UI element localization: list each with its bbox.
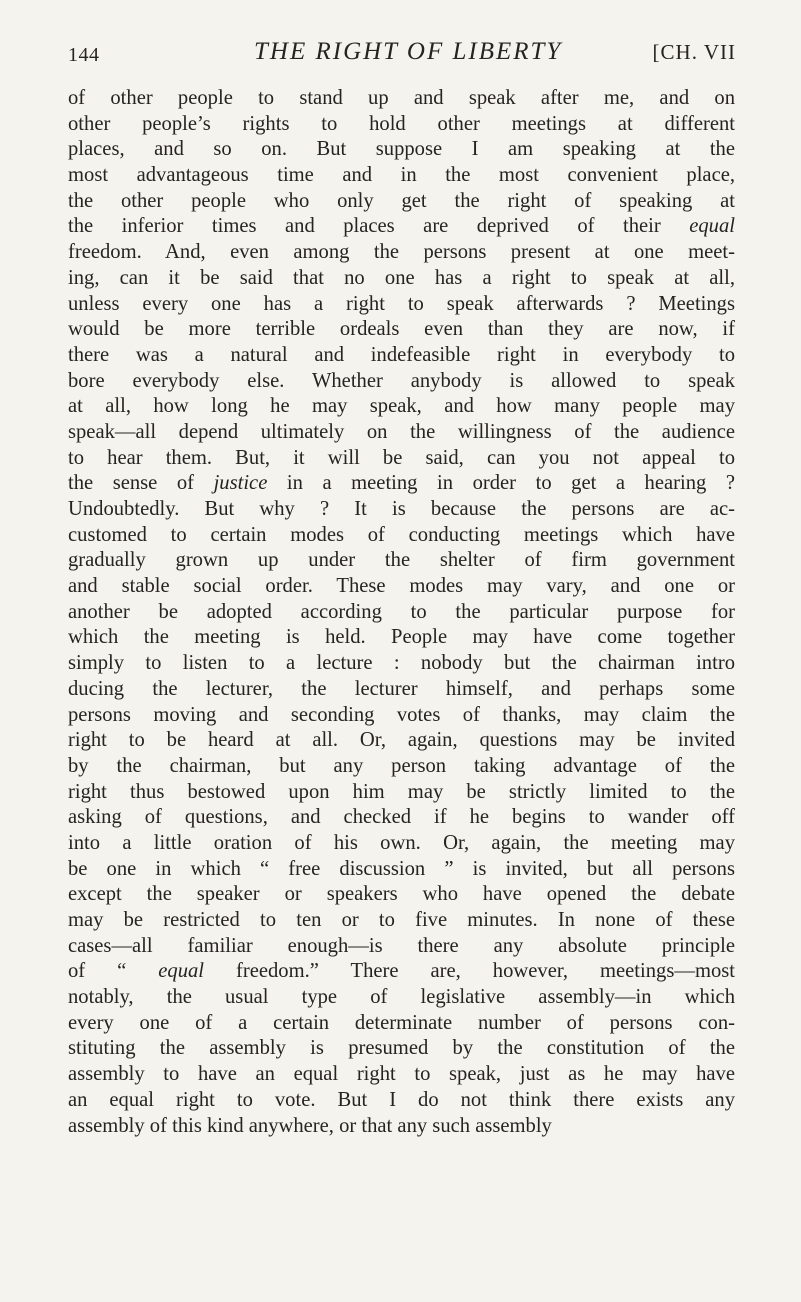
text-line — [68, 574, 735, 600]
text-line — [68, 831, 735, 857]
text-line — [68, 1114, 735, 1140]
text-line — [68, 985, 735, 1011]
italic-emphasis: equal — [689, 215, 735, 238]
text-line — [68, 446, 735, 472]
text-line — [68, 728, 735, 754]
text-segment: right to be heard at all. Or, again, questions may be invited — [68, 729, 735, 752]
text-segment: an equal right to vote. But I do not think there exists any — [68, 1088, 735, 1111]
italic-emphasis: justice — [213, 472, 268, 495]
text-segment: of “ — [68, 960, 159, 983]
text-segment: simply to listen to a lecture : nobody but the chairman intro — [68, 652, 735, 675]
text-segment: speak—all depend ultimately on the willingness of the audience — [68, 420, 735, 443]
text-segment: Undoubtedly. But why ? It is because the persons are ac- — [68, 498, 735, 520]
text-segment: may be restricted to ten or to five minutes. In none of these — [68, 909, 735, 931]
text-line — [68, 420, 735, 446]
text-segment: freedom.” There are, however, meetings—most — [204, 960, 735, 983]
text-line — [68, 369, 735, 395]
text-segment: at all, how long he may speak, and how many people may — [68, 395, 735, 418]
text-segment: by the chairman, but any person taking advantage of the — [68, 754, 735, 777]
text-segment: right thus bestowed upon him may be strictly limited to the — [68, 780, 735, 803]
text-line — [68, 805, 735, 831]
text-line — [68, 1088, 735, 1114]
text-segment: notably, the usual type of legislative assembly—in which — [68, 986, 735, 1009]
text-segment: ing, can it be said that no one has a right to speak at all, — [68, 266, 735, 289]
text-segment: assembly to have an equal right to speak, just as he may have — [68, 1063, 735, 1086]
text-line — [68, 959, 735, 985]
text-line — [68, 857, 735, 883]
text-line — [68, 780, 735, 806]
text-segment: most advantageous time and in the most convenient place, — [68, 164, 735, 187]
text-segment: of other people to stand up and speak after me, and on — [68, 87, 735, 109]
text-line — [68, 882, 735, 908]
text-line — [68, 163, 735, 189]
text-line — [68, 548, 735, 574]
text-segment: the sense of — [68, 472, 214, 495]
text-line — [68, 266, 735, 292]
text-segment: assembly of this kind anywhere, or that any such assembly — [68, 1114, 552, 1137]
text-line — [68, 343, 735, 369]
text-line — [68, 625, 735, 651]
text-segment: persons moving and seconding votes of thanks, may claim the — [68, 703, 735, 726]
text-segment: would be more terrible ordeals even than they are now, if — [68, 318, 735, 341]
text-segment: be one in which “ free discussion ” is invited, but all persons — [68, 857, 735, 880]
text-line — [68, 137, 735, 163]
body-text — [68, 86, 735, 1139]
running-title: THE RIGHT OF LIBERTY — [254, 38, 563, 65]
text-line — [68, 934, 735, 960]
text-line — [68, 754, 735, 780]
text-line — [68, 214, 735, 240]
text-segment: in a meeting in order to get a hearing ? — [267, 472, 735, 495]
text-line — [68, 523, 735, 549]
text-line — [68, 677, 735, 703]
page-header — [68, 38, 736, 72]
text-line — [68, 497, 735, 523]
text-segment: except the speaker or speakers who have opened the debate — [68, 883, 735, 906]
text-segment: ducing the lecturer, the lecturer himself, and perhaps some — [68, 677, 735, 700]
text-line — [68, 1062, 735, 1088]
text-segment: which the meeting is held. People may have come together — [68, 626, 735, 649]
text-line — [68, 908, 735, 934]
page-number: 144 — [68, 44, 100, 66]
text-line — [68, 317, 735, 343]
text-segment: bore everybody else. Whether anybody is allowed to speak — [68, 369, 735, 392]
text-line — [68, 1036, 735, 1062]
text-line — [68, 394, 735, 420]
text-segment: into a little oration of his own. Or, again, the meeting may — [68, 831, 735, 854]
text-segment: to hear them. But, it will be said, can you not appeal to — [68, 446, 735, 469]
text-segment: stituting the assembly is presumed by the constitution of the — [68, 1037, 735, 1060]
text-segment: freedom. And, even among the persons present at one meet- — [68, 241, 735, 264]
text-line — [68, 703, 735, 729]
text-segment: asking of questions, and checked if he begins to wander off — [68, 806, 735, 829]
text-line — [68, 651, 735, 677]
text-line — [68, 292, 735, 318]
text-line — [68, 1011, 735, 1037]
text-segment: every one of a certain determinate number of persons con- — [68, 1011, 735, 1034]
text-segment: cases—all familiar enough—is there any absolute principle — [68, 934, 735, 957]
text-segment: another be adopted according to the particular purpose for — [68, 600, 735, 623]
text-line — [68, 240, 735, 266]
text-line — [68, 189, 735, 215]
text-segment: unless every one has a right to speak afterwards ? Meetings — [68, 292, 735, 315]
text-segment: there was a natural and indefeasible right in everybody to — [68, 343, 735, 366]
text-line — [68, 86, 735, 112]
text-segment: places, and so on. But suppose I am speaking at the — [68, 138, 735, 161]
text-segment: gradually grown up under the shelter of firm government — [68, 549, 735, 572]
italic-emphasis: equal — [158, 960, 205, 983]
text-line — [68, 600, 735, 626]
text-segment: the other people who only get the right of speaking at — [68, 189, 735, 212]
text-line — [68, 471, 735, 497]
text-segment: customed to certain modes of conducting meetings which have — [68, 523, 735, 546]
chapter-reference: [CH. VII — [652, 40, 736, 64]
text-segment: and stable social order. These modes may vary, and one or — [68, 575, 735, 598]
text-segment: other people’s rights to hold other meetings at different — [68, 112, 735, 135]
text-line — [68, 112, 735, 138]
text-segment: the inferior times and places are deprived of their — [68, 215, 690, 238]
